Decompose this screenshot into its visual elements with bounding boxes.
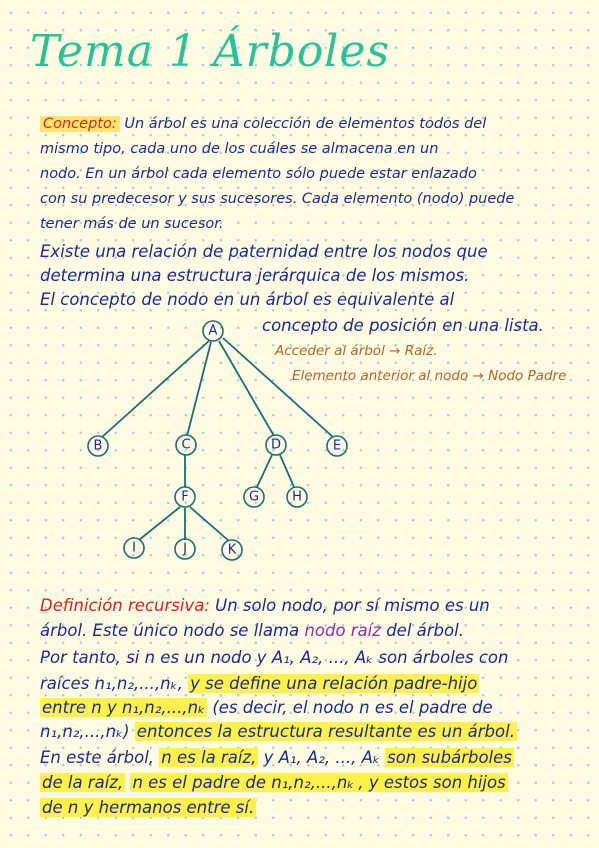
node-H [287,487,307,507]
node-E [327,436,347,456]
edge-F-K [190,507,229,541]
node-label-J: J [183,541,187,557]
node-label-C: C [181,437,191,453]
def-label: Definición recursiva: [40,596,210,615]
tree-edges [102,338,333,541]
def-text-7a: En este árbol, [40,748,155,767]
def-text-6a: n₁,n₂,...,nₖ) [40,722,130,741]
node-label-A: A [208,323,218,339]
def-text-2c: del árbol. [386,621,464,640]
def-line-9 [40,798,256,817]
nodo-line-1: El concepto de nodo en un árbol es equivalente al [40,290,455,309]
def-line-4 [40,674,479,693]
concepto-label: Concepto: [40,116,120,132]
node-label-H: H [292,489,302,505]
node-label-B: B [93,438,103,454]
def-text-8b: n es el padre de n₁,n₂,...,nₖ [132,773,355,792]
nodo-raiz-term: nodo raíz [304,621,381,640]
edge-F-I [139,507,180,540]
node-I [124,538,144,558]
concepto-line-5: tener más de un sucesor. [40,216,224,232]
edge-A-B [102,340,210,437]
def-text-1: Un solo nodo, por sí mismo es un [215,596,490,615]
node-J [175,539,195,559]
node-label-K: K [227,542,237,558]
def-text-7b: n es la raíz, [161,748,257,767]
nodo-line-2: concepto de posición en una lista. [262,316,544,335]
node-D [266,435,286,455]
def-line-1 [40,596,490,615]
def-line-6 [40,722,517,741]
node-A [203,321,223,341]
edge-D-H [280,455,294,487]
concepto-text-1: Un árbol es una colección de elementos todos del [124,116,487,132]
def-text-9: de n y hermanos entre sí. [42,798,255,817]
concepto-line-2: mismo tipo, cada uno de los cuáles se almacena en un [40,141,439,157]
def-line-2 [40,621,464,640]
def-text-2a: árbol. Este único nodo se llama [40,621,300,640]
edge-A-E [223,338,333,437]
node-B [88,436,108,456]
def-line-5 [40,698,493,717]
node-K [222,540,242,560]
def-text-4b: y se define una relación padre-hijo [190,674,478,693]
def-line-7 [40,748,514,767]
node-C [176,435,196,455]
edge-A-C [187,342,211,436]
node-label-G: G [248,489,260,505]
node-label-D: D [270,437,282,453]
def-text-7d: son subárboles [387,748,512,767]
def-text-5b: (es decir, el nodo n es el padre de [212,698,493,717]
def-text-8a: de la raíz, [42,773,124,792]
node-label-F: F [181,489,189,505]
def-line-8 [40,773,508,792]
def-line-3: Por tanto, si n es un nodo y A₁, A₂, ..., Aₖ son árboles con [40,648,509,667]
edge-A-D [219,341,274,436]
note-raiz: Acceder al árbol → Raíz. [275,343,438,359]
node-label-I: I [132,540,136,556]
def-text-5a: entre n y n₁,n₂,...,nₖ [42,698,206,717]
node-G [244,487,264,507]
concepto-line-3: nodo. En un árbol cada elemento sólo puede estar enlazado [40,166,477,182]
node-label-E: E [332,438,342,454]
def-text-7c: y A₁, A₂, ..., Aₖ [263,748,380,767]
def-text-8c: , y estos son hijos [358,773,506,792]
edge-D-G [257,455,272,487]
def-text-6b: entonces la estructura resultante es un árbol. [136,722,515,741]
paternidad-line-2: determina una estructura jerárquica de los mismos. [40,266,470,285]
paternidad-line-1: Existe una relación de paternidad entre los nodos que [40,242,488,261]
concepto-line-4: con su predecesor y sus sucesores. Cada elemento (nodo) puede [40,191,515,207]
note-padre: Elemento anterior al nodo → Nodo Padre [292,368,567,384]
def-text-4a: raíces n₁,n₂,...,nₖ, [40,674,183,693]
node-F [175,487,195,507]
page-title: Tema 1 Árboles [30,26,391,77]
